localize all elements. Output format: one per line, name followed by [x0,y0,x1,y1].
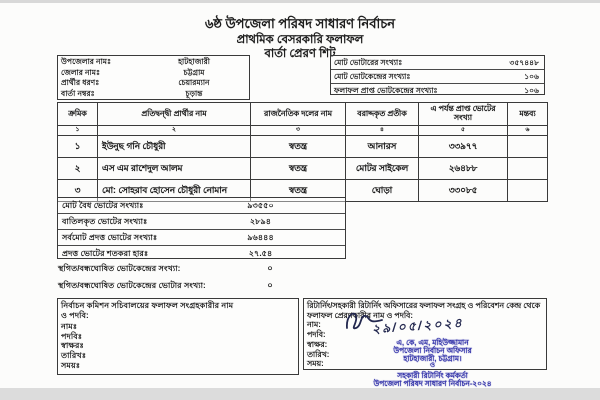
centres-reported-label: ফলাফল প্রাপ্ত ভোটকেন্দ্রের সংখ্যাঃ [334,86,438,95]
document-title-line2: প্রাথমিক বেসরকারি ফলাফল [236,34,364,46]
row1-votes: ৩৩৯৭৭ [419,136,508,158]
sender-heading: রিটার্নিং/সহকারী রিটার্নিং অফিসারের ফলাফল সংগ্রহ ও পরিবেশন কেন্দ্র থেকে ফলাফল প্রেরণকারীর নাম ও পদবি: [307,301,541,320]
header-remark: মন্তব্য [508,103,548,126]
stamp-separator: ও [429,362,436,369]
table-header-row [58,103,548,126]
centres-reported-value: ১০৬ [524,86,539,95]
row3-candidate-name: মো: সোহরাব হোসেন চৌধুরী নোমান [98,180,251,202]
turnout-percentage-label: প্রদত্ত ভোটের শতকরা হারঃ [62,249,149,258]
message-no-value: চূড়ান্ত [185,88,203,98]
col-num-3: ৩ [251,126,346,136]
row3-serial: ৩ [58,180,98,202]
upazila-name-value: হাটহাজারী [178,57,210,66]
total-voters-value: ৩৫৭৪৪৮ [509,58,539,67]
turnout-percentage-value: ২৭.৫৪ [248,249,273,258]
total-valid-votes-value: ৯৩৫৫০ [247,201,274,210]
upazila-name-label: উপজেলার নামঃ [61,57,112,66]
header-serial: ক্রমিক [58,103,98,126]
suspended-voters-value: ০ [267,280,273,290]
row2-serial: ২ [58,158,98,180]
stamp-election-line: উপজেলা পরিষদ সাধারণ নির্বাচন-২০২৪ [373,379,492,388]
sender-field-designation: পদবি: [307,329,326,339]
stamp-role-line: সহকারী রিটার্নিং কর্মকর্তা [397,371,468,380]
total-cast-votes-row [58,230,345,246]
collector-field-signature: স্বাক্ষরঃ [61,341,84,351]
row3-votes: ৩৩০৮৫ [419,180,508,202]
row1-remark [508,136,548,158]
handwritten-date: ২৯/০৫/২০২৪ [371,315,465,337]
row3-party: স্বতন্ত্র [251,180,346,202]
col-num-2: ২ [98,126,251,136]
info-row-upazila [58,57,249,68]
info-row-district [58,68,249,79]
collector-info-box [57,298,299,375]
sender-field-name: নাম: [307,320,321,330]
vote-totals-box [57,197,346,259]
suspended-voters-label: স্থগিত/বন্ধঘোষিত ভোটকেন্দ্রের ভোটার সংখ্যা: [58,281,206,290]
column-number-row [58,126,548,136]
collector-field-time: সময়ঃ [61,361,81,370]
sender-field-time: সময়: [307,359,324,369]
collector-fields [61,322,298,371]
district-name-label: জেলার নামঃ [61,67,101,77]
stamp-officer-name: এ, কে, এম, মহিউজ্জামান [396,338,469,347]
col-num-5: ৫ [419,126,508,136]
stats-row-centres-reported [331,84,544,97]
suspended-centres-value: ০ [267,263,273,273]
table-row [58,158,548,180]
row2-symbol: মোটর সাইকেল [346,158,419,180]
row2-party: স্বতন্ত্র [251,158,346,180]
scan-edge-top [0,0,600,3]
sender-field-signature: স্বাক্ষর: [307,339,328,349]
total-voters-label: মোট ভোটারের সংখ্যাঃ [334,58,403,67]
row2-votes: ২৬৪৮৮ [419,158,508,180]
candidate-results-table [57,102,548,202]
voter-stats-box [330,55,545,95]
row2-remark [508,158,548,180]
candidate-type-value: চেয়ারম্যান [178,78,210,87]
message-no-label: বার্তা নম্বরঃ [61,88,95,98]
row2-candidate-name: এস এম রাশেদুল আলম [98,158,251,180]
stats-row-total-voters [331,56,544,70]
total-centres-label: মোট ভোটকেন্দ্রের সংখ্যাঃ [334,72,411,81]
upazila-info-box [57,55,250,100]
document-title-line3: বার্তা প্রেরণ শিট [264,48,336,60]
info-row-message-no [58,89,249,100]
row1-serial: ১ [58,136,98,158]
turnout-percentage-row [58,246,345,261]
info-row-candidate-type [58,78,249,89]
row3-remark [508,180,548,202]
total-valid-votes-row [58,198,345,214]
collector-field-date: তারিখঃ [61,351,87,361]
document-title-line1: ৬ষ্ঠ উপজেলা পরিষদ সাধারণ নির্বাচন [204,16,395,31]
scan-edge-bottom [0,388,600,400]
row1-candidate-name: ইউনুছ গনি চৌধুরী [98,136,251,158]
stamp-officer-title: উপজেলা নির্বাচন অফিসার [393,346,472,355]
total-cast-votes-value: ৯৬৪৪৪ [247,233,274,242]
district-name-value: চট্টগ্রাম [183,67,205,77]
col-num-1: ১ [58,126,98,136]
total-centres-value: ১০৬ [524,72,539,81]
header-votes: এ পর্যন্ত প্রাপ্ত ভোটের সংখ্যা [419,103,508,126]
cancelled-votes-label: বাতিলকৃত ভোটের সংখ্যাঃ [62,217,148,226]
office-stamp [330,339,535,388]
col-num-6: ৬ [508,126,548,136]
stats-row-total-centres [331,70,544,84]
header-candidate-name: প্রতিদ্বন্দ্বী প্রার্থীর নাম [98,103,251,126]
col-num-4: ৪ [346,126,419,136]
sender-field-date: তারিখ: [307,349,330,359]
suspended-centres-label: স্থগিত/বন্ধঘোষিত ভোটকেন্দ্রের সংখ্যা: [58,264,181,273]
collector-field-designation: পদবিঃ [61,331,83,341]
row1-party: স্বতন্ত্র [251,136,346,158]
total-valid-votes-label: মোট বৈধ ভোটের সংখ্যাঃ [62,201,144,210]
row1-symbol: আনারস [346,136,419,158]
collector-heading: নির্বাচন কমিশন সচিবালয়ের ফলাফল সংগ্রহকারীর নাম ও পদবি: [61,301,234,321]
header-symbol: বরাদ্দকৃত প্রতীক [346,103,419,126]
header-party: রাজনৈতিক দলের নাম [251,103,346,126]
collector-field-name: নামঃ [61,321,78,331]
cancelled-votes-row [58,214,345,230]
stamp-officer-location: হাটহাজারী, চট্টগ্রাম। [403,354,462,363]
row3-symbol: ঘোড়া [346,180,419,202]
total-cast-votes-label: সর্বমোট প্রদত্ত ভোটের সংখ্যাঃ [62,233,158,242]
candidate-type-label: প্রার্থীর ধরণঃ [61,78,100,87]
cancelled-votes-value: ২৮৯৪ [249,217,272,226]
table-row [58,136,548,158]
